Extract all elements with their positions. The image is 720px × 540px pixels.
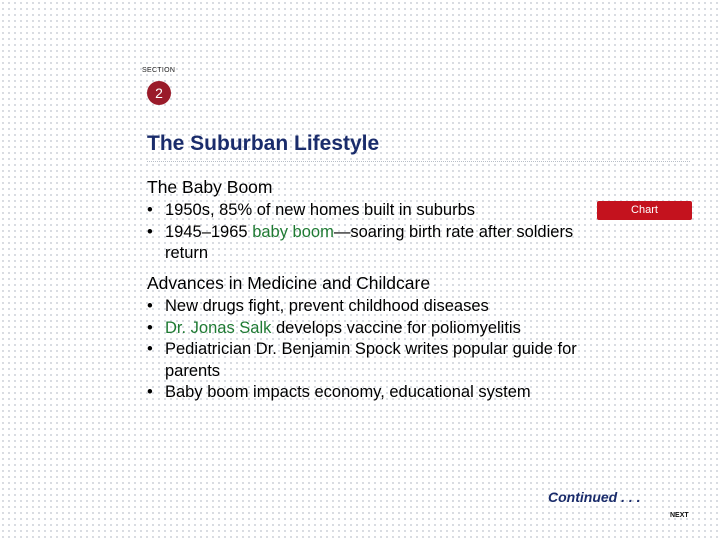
bullet-text: Pediatrician Dr. Benjamin Spock writes popular guide for parents <box>165 340 577 380</box>
bullet-marker: • <box>147 318 153 337</box>
bullet-marker: • <box>147 297 153 315</box>
bullet-marker: • <box>147 222 153 241</box>
bullet-marker: • <box>147 383 153 401</box>
medicine-bullet-list <box>147 296 577 404</box>
jonas-salk-link[interactable]: Dr. Jonas Salk <box>165 318 272 337</box>
continued-label: Continued . . . <box>548 489 641 505</box>
chart-button[interactable]: Chart <box>597 201 692 220</box>
bullet-text: 1950s, 85% of new homes built in suburbs <box>165 201 476 219</box>
bullet-text: Baby boom impacts economy, educational system <box>165 383 531 401</box>
section-number-badge: 2 <box>147 81 171 105</box>
list-item <box>147 222 577 265</box>
bullet-marker: • <box>147 201 153 219</box>
baby-boom-bullet-list <box>147 200 577 265</box>
section-label: SECTION <box>142 67 176 74</box>
bullet-text: New drugs fight, prevent childhood diseases <box>165 297 489 315</box>
next-button[interactable]: NEXT <box>670 512 689 519</box>
list-item <box>147 318 577 340</box>
bullet-marker: • <box>147 340 153 358</box>
baby-boom-heading: The Baby Boom <box>147 177 273 197</box>
baby-boom-term-link[interactable]: baby boom <box>252 222 334 241</box>
title-divider <box>147 161 690 162</box>
list-item <box>147 200 577 222</box>
list-item <box>147 382 577 404</box>
bullet-text: 1945–1965 <box>165 222 253 241</box>
medicine-heading: Advances in Medicine and Childcare <box>147 273 431 293</box>
slide-title: The Suburban Lifestyle <box>147 132 380 155</box>
bullet-text: —soaring birth rate after soldiers return <box>165 222 574 262</box>
list-item <box>147 296 577 318</box>
list-item <box>147 339 577 382</box>
bullet-text: develops vaccine for poliomyelitis <box>271 318 521 337</box>
